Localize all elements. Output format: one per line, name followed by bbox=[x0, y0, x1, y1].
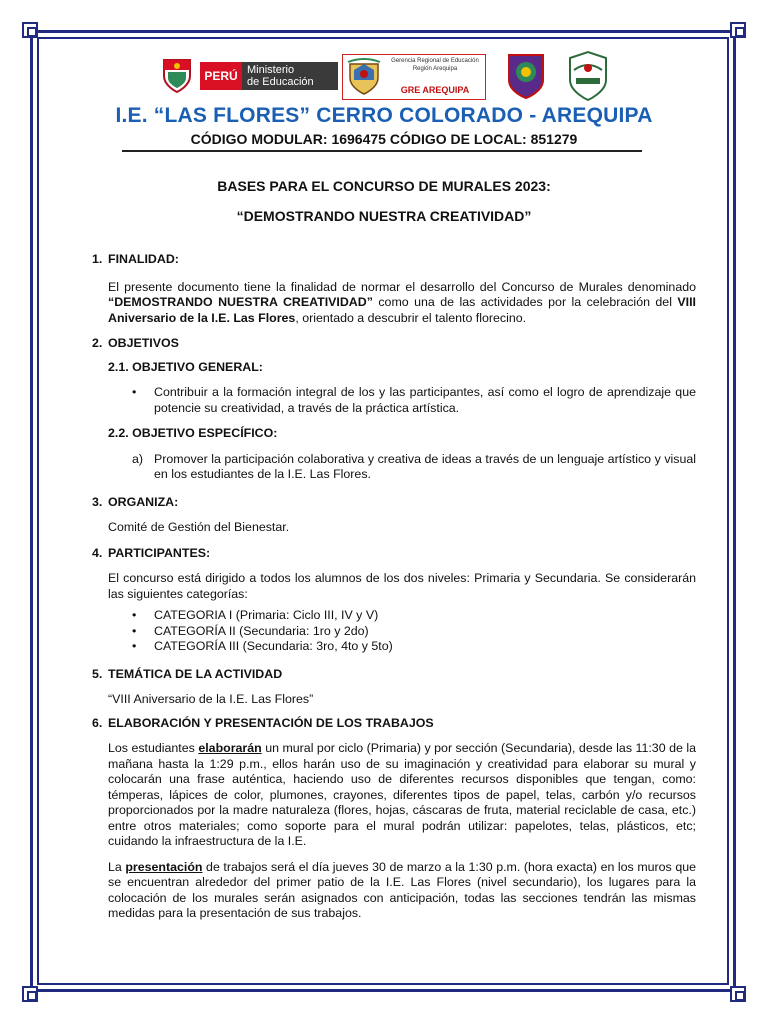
section-heading-tematica bbox=[92, 667, 696, 683]
ministerio-line2: de Educación bbox=[247, 76, 314, 88]
text-run: Los estudiantes bbox=[108, 741, 199, 755]
category-text: CATEGORÍA II (Secundaria: 1ro y 2do) bbox=[154, 623, 369, 638]
category-item bbox=[132, 623, 696, 640]
bullet-icon: • bbox=[132, 385, 137, 399]
organiza-paragraph: Comité de Gestión del Bienestar. bbox=[108, 520, 290, 534]
corner-ornament-top-left bbox=[22, 22, 38, 38]
gre-title: GRE AREQUIPA bbox=[400, 85, 470, 95]
list-item bbox=[132, 385, 696, 416]
las-flores-crest-icon bbox=[566, 50, 610, 102]
text-run: un mural por ciclo (Primaria) y por sección (Secundaria), desde las 11:30 de la mañana hasta la 1:29 p.m., ellos harán uso de su imaginación y creatividad para elaborar su mural y colocarán una frase auténtica, haciendo uso de diferentes recursos disponibles que tengan, como: témperas, lápices de color, plumones, crayones, diferentes tipos de papel, telas, carbón y/o recursos proporcionados por la madre naturaleza (flores, hojas, cáscaras de fruta, material reciclable de casa, etc.) entre otros materiales; como soporte para el mural podrán utilizar: papelotes, telas, plásticos, etc; cuidando la infraestructura de la I.E. bbox=[108, 741, 696, 848]
section-number: 4. bbox=[92, 545, 103, 560]
document-body bbox=[92, 252, 696, 922]
category-text: CATEGORÍA III (Secundaria: 3ro, 4to y 5to) bbox=[154, 639, 393, 653]
section-number: 3. bbox=[92, 494, 103, 509]
corner-ornament-bottom-left bbox=[22, 986, 38, 1002]
text-run: La bbox=[108, 859, 126, 874]
section-number: 1. bbox=[92, 252, 103, 266]
section-heading-text: ORGANIZA: bbox=[108, 494, 179, 509]
list-item bbox=[132, 451, 696, 483]
section-number: 2. bbox=[92, 336, 103, 350]
section-heading-participantes bbox=[92, 546, 696, 562]
ministerio-label bbox=[242, 62, 338, 90]
corner-ornament-bottom-right bbox=[730, 986, 746, 1002]
tematica-paragraph: “VIII Aniversario de la I.E. Las Flores” bbox=[108, 692, 314, 706]
section-heading-text: PARTICIPANTES: bbox=[108, 545, 211, 560]
bullet-icon: • bbox=[132, 639, 137, 653]
list-item-label: a) bbox=[132, 451, 144, 466]
ministerio-line1: Ministerio bbox=[247, 64, 295, 76]
subheading-objetivo-especifico: 2.2. OBJETIVO ESPECÍFICO: bbox=[108, 426, 278, 440]
school-emblem-icon bbox=[506, 52, 546, 100]
presentacion-paragraph bbox=[108, 860, 696, 922]
peru-shield-icon bbox=[160, 58, 194, 94]
logo-row bbox=[0, 48, 768, 104]
arequipa-crest-icon bbox=[345, 58, 383, 96]
section-heading-text: ELABORACIÓN Y PRESENTACIÓN DE LOS TRABAJOS bbox=[108, 715, 434, 730]
document-subtitle: “DEMOSTRANDO NUESTRA CREATIVIDAD” bbox=[236, 208, 532, 224]
gre-line2: Región Arequipa bbox=[412, 66, 458, 72]
school-code: CÓDIGO MODULAR: 1696475 CÓDIGO DE LOCAL: 851279 bbox=[190, 131, 578, 147]
section-heading-text: OBJETIVOS bbox=[108, 336, 179, 350]
section-heading-organiza bbox=[92, 495, 696, 511]
elaboracion-paragraph bbox=[108, 741, 696, 850]
document-title: BASES PARA EL CONCURSO DE MURALES 2023: bbox=[217, 178, 551, 194]
gre-arequipa-logo bbox=[342, 54, 486, 100]
section-heading-elaboracion bbox=[92, 716, 696, 732]
list-item-text: Promover la participación colaborativa y creativa de ideas a través de un lenguaje artístico y visual en los estudiantes de la I.E. Las Flores. bbox=[154, 451, 696, 481]
underlined-run: presentación bbox=[125, 859, 203, 874]
bold-run: “DEMOSTRANDO NUESTRA CREATIVIDAD” bbox=[108, 295, 373, 309]
finalidad-paragraph bbox=[108, 280, 696, 327]
gre-subtitle bbox=[387, 57, 483, 73]
gre-line1: Gerencia Regional de Educación bbox=[391, 58, 479, 64]
bold-run: VIII Aniversario de la I.E. Las Flores bbox=[108, 295, 696, 325]
section-heading-objetivos bbox=[92, 336, 696, 352]
text-run: , orientado a descubrir el talento florecino. bbox=[295, 310, 527, 325]
peru-label: PERÚ bbox=[200, 62, 242, 90]
ministerio-educacion-logo bbox=[200, 62, 338, 90]
section-heading-text: FINALIDAD: bbox=[108, 252, 179, 266]
school-title: I.E. “LAS FLORES” CERRO COLORADO - AREQUIPA bbox=[115, 104, 653, 127]
section-number: 6. bbox=[92, 715, 103, 730]
corner-ornament-top-right bbox=[730, 22, 746, 38]
text-run: de trabajos será el día jueves 30 de marzo a la 1:30 p.m. (hora exacta) en los muros que se encuentran alrededor del primer patio de la I.E. Las Flores (nivel secundario), los lugares para la colocación de los murales serán asignados con anticipación, todas las secciones tendrán las mismas medidas para la presentación de sus trabajos. bbox=[108, 859, 696, 920]
bullet-icon: • bbox=[132, 623, 137, 638]
section-number: 5. bbox=[92, 666, 103, 681]
text-run: como una de las actividades por la celebración del bbox=[372, 295, 678, 309]
header-divider bbox=[122, 150, 642, 152]
category-item bbox=[132, 608, 696, 624]
list-item-text: Contribuir a la formación integral de los y las participantes, así como el logro de aprendizaje que potencie su creatividad, a través de la práctica artística. bbox=[154, 385, 696, 415]
text-run: El presente documento tiene la finalidad de normar el desarrollo del Concurso de Murales denominado bbox=[108, 279, 696, 294]
underlined-run: elaborarán bbox=[198, 741, 262, 755]
subheading-objetivo-general: 2.1. OBJETIVO GENERAL: bbox=[108, 359, 263, 374]
section-heading-finalidad bbox=[92, 252, 696, 268]
section-heading-text: TEMÁTICA DE LA ACTIVIDAD bbox=[108, 666, 283, 681]
participantes-paragraph: El concurso está dirigido a todos los alumnos de los dos niveles: Primaria y Secundaria. Se considerarán las siguientes categorías: bbox=[108, 571, 696, 601]
bullet-icon: • bbox=[132, 608, 137, 622]
category-item bbox=[132, 639, 696, 655]
category-text: CATEGORIA I (Primaria: Ciclo III, IV y V) bbox=[154, 608, 379, 622]
